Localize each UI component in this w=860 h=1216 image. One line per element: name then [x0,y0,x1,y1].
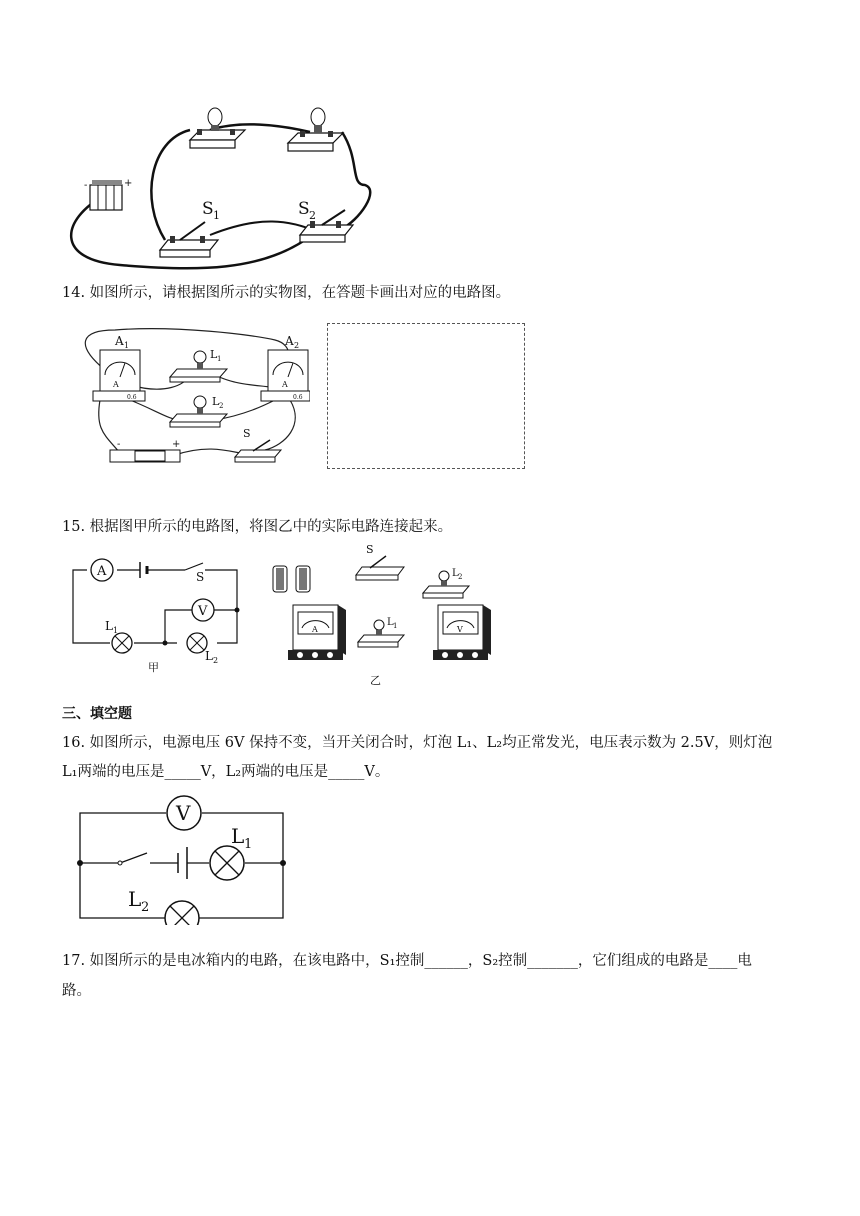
fig13-switch-s2 [298,199,353,242]
fig14-s-label: S [243,427,251,440]
fig16-circuit [75,795,295,925]
fig13-battery-minus: - [84,180,88,191]
fig14-ammeter-a2 [261,334,310,401]
q16-line2: L₁两端的电压是_____V，L₂两端的电压是_____V。 [62,764,390,780]
fig14-battery-plus: + [172,439,181,450]
fig14-a2-scale: 0.6 [293,394,303,401]
fig16-lamp-l2-symbol [128,887,199,925]
fig16-lamp-l1-symbol [210,824,252,880]
fig15-voltmeter-symbol [192,599,214,621]
fig14-a1-sub: 1 [124,341,130,350]
fig16-l2-label: L [128,887,142,911]
q16-line1: 16. 如图所示，电源电压 6V 保持不变，当开关闭合时，灯泡 L₁、L₂均正常发光，电压表示数为 2.5V，则灯泡 [62,735,773,751]
fig15-real-lamp-l1 [358,617,404,647]
fig15-l1-sub: 1 [113,626,119,635]
fig16-voltmeter-symbol [167,796,201,830]
fig13-battery [84,178,132,210]
fig15-real-l1-label: L [387,617,394,628]
q17-line1: 17. 如图所示的是电冰箱内的电路，在该电路中，S₁控制______，S₂控制_______，它们组成的电路是____电 [62,953,752,969]
fig15-real-lamp-l2 [423,568,469,598]
fig15-l2-label: L [205,649,213,663]
fig14-a1-dial-label: A [113,380,119,389]
fig15-batteries [273,566,310,592]
fig13-circuit [60,100,390,275]
fig15-yi-caption: 乙 [370,674,381,687]
fig14-switch-s [235,427,281,462]
fig15-ammeter-symbol [91,559,113,581]
fig14-a1-label: A [115,334,124,348]
fig15-real-s-label: S [366,543,374,556]
fig16-l1-label: L [231,824,245,848]
fig15-a-label: A [97,564,107,579]
fig14-lamp-l2 [170,395,227,427]
fig13-battery-plus: + [124,178,133,189]
q17-line2: 路。 [62,983,91,999]
fig14-l1-label: L [210,348,218,361]
fig15-l1-label: L [105,619,113,633]
fig14-battery-minus: - [117,439,121,450]
fig16-l2-sub: 2 [141,900,150,915]
fig13-lamp-1 [190,108,245,148]
fig14-circuit [75,325,310,470]
fig15-real-l1-sub: 1 [393,622,398,630]
fig15-yi-diagram [268,540,500,688]
fig14-ammeter-a1 [93,334,145,401]
fig14-a2-dial-label: A [282,380,288,389]
fig14-l2-label: L [212,395,220,408]
section-title: 三、填空题 [62,706,132,722]
fig14-answer-box [327,323,525,469]
fig13-s1-label: S [202,199,214,219]
fig14-lamp-l1 [170,348,227,382]
fig15-s-label: S [196,570,205,584]
fig15-l2-sub: 2 [213,656,219,665]
fig15-real-switch [356,543,404,580]
fig13-s2-sub: 2 [309,209,316,222]
fig15-real-am-label: A [312,625,318,634]
fig15-real-vm-label: V [457,625,463,634]
fig15-real-l2-label: L [452,568,459,579]
fig15-real-voltmeter [433,605,491,660]
q15-text: 15. 根据图甲所示的电路图，将图乙中的实际电路连接起来。 [62,519,453,535]
fig14-battery [110,439,180,462]
fig16-l1-sub: 1 [244,837,253,852]
fig15-jia-caption: 甲 [148,661,159,674]
fig15-real-ammeter [288,605,346,660]
fig15-lamp-l1-symbol [105,619,132,653]
fig14-l1-sub: 1 [217,355,222,363]
fig16-v-label: V [176,801,191,825]
fig13-s2-label: S [298,199,310,219]
fig15-lamp-l2-symbol [187,633,218,665]
fig14-a2-label: A [285,334,294,348]
fig15-jia-diagram [70,555,245,675]
fig14-l2-sub: 2 [219,402,224,410]
fig15-v-label: V [198,604,208,619]
fig13-switch-s1 [160,199,220,257]
fig14-a1-scale: 0.6 [127,394,137,401]
fig15-real-l2-sub: 2 [458,573,463,581]
fig13-s1-sub: 1 [213,209,220,222]
fig14-a2-sub: 2 [294,341,300,350]
q14-text: 14. 如图所示，请根据图所示的实物图，在答题卡画出对应的电路图。 [62,285,511,301]
